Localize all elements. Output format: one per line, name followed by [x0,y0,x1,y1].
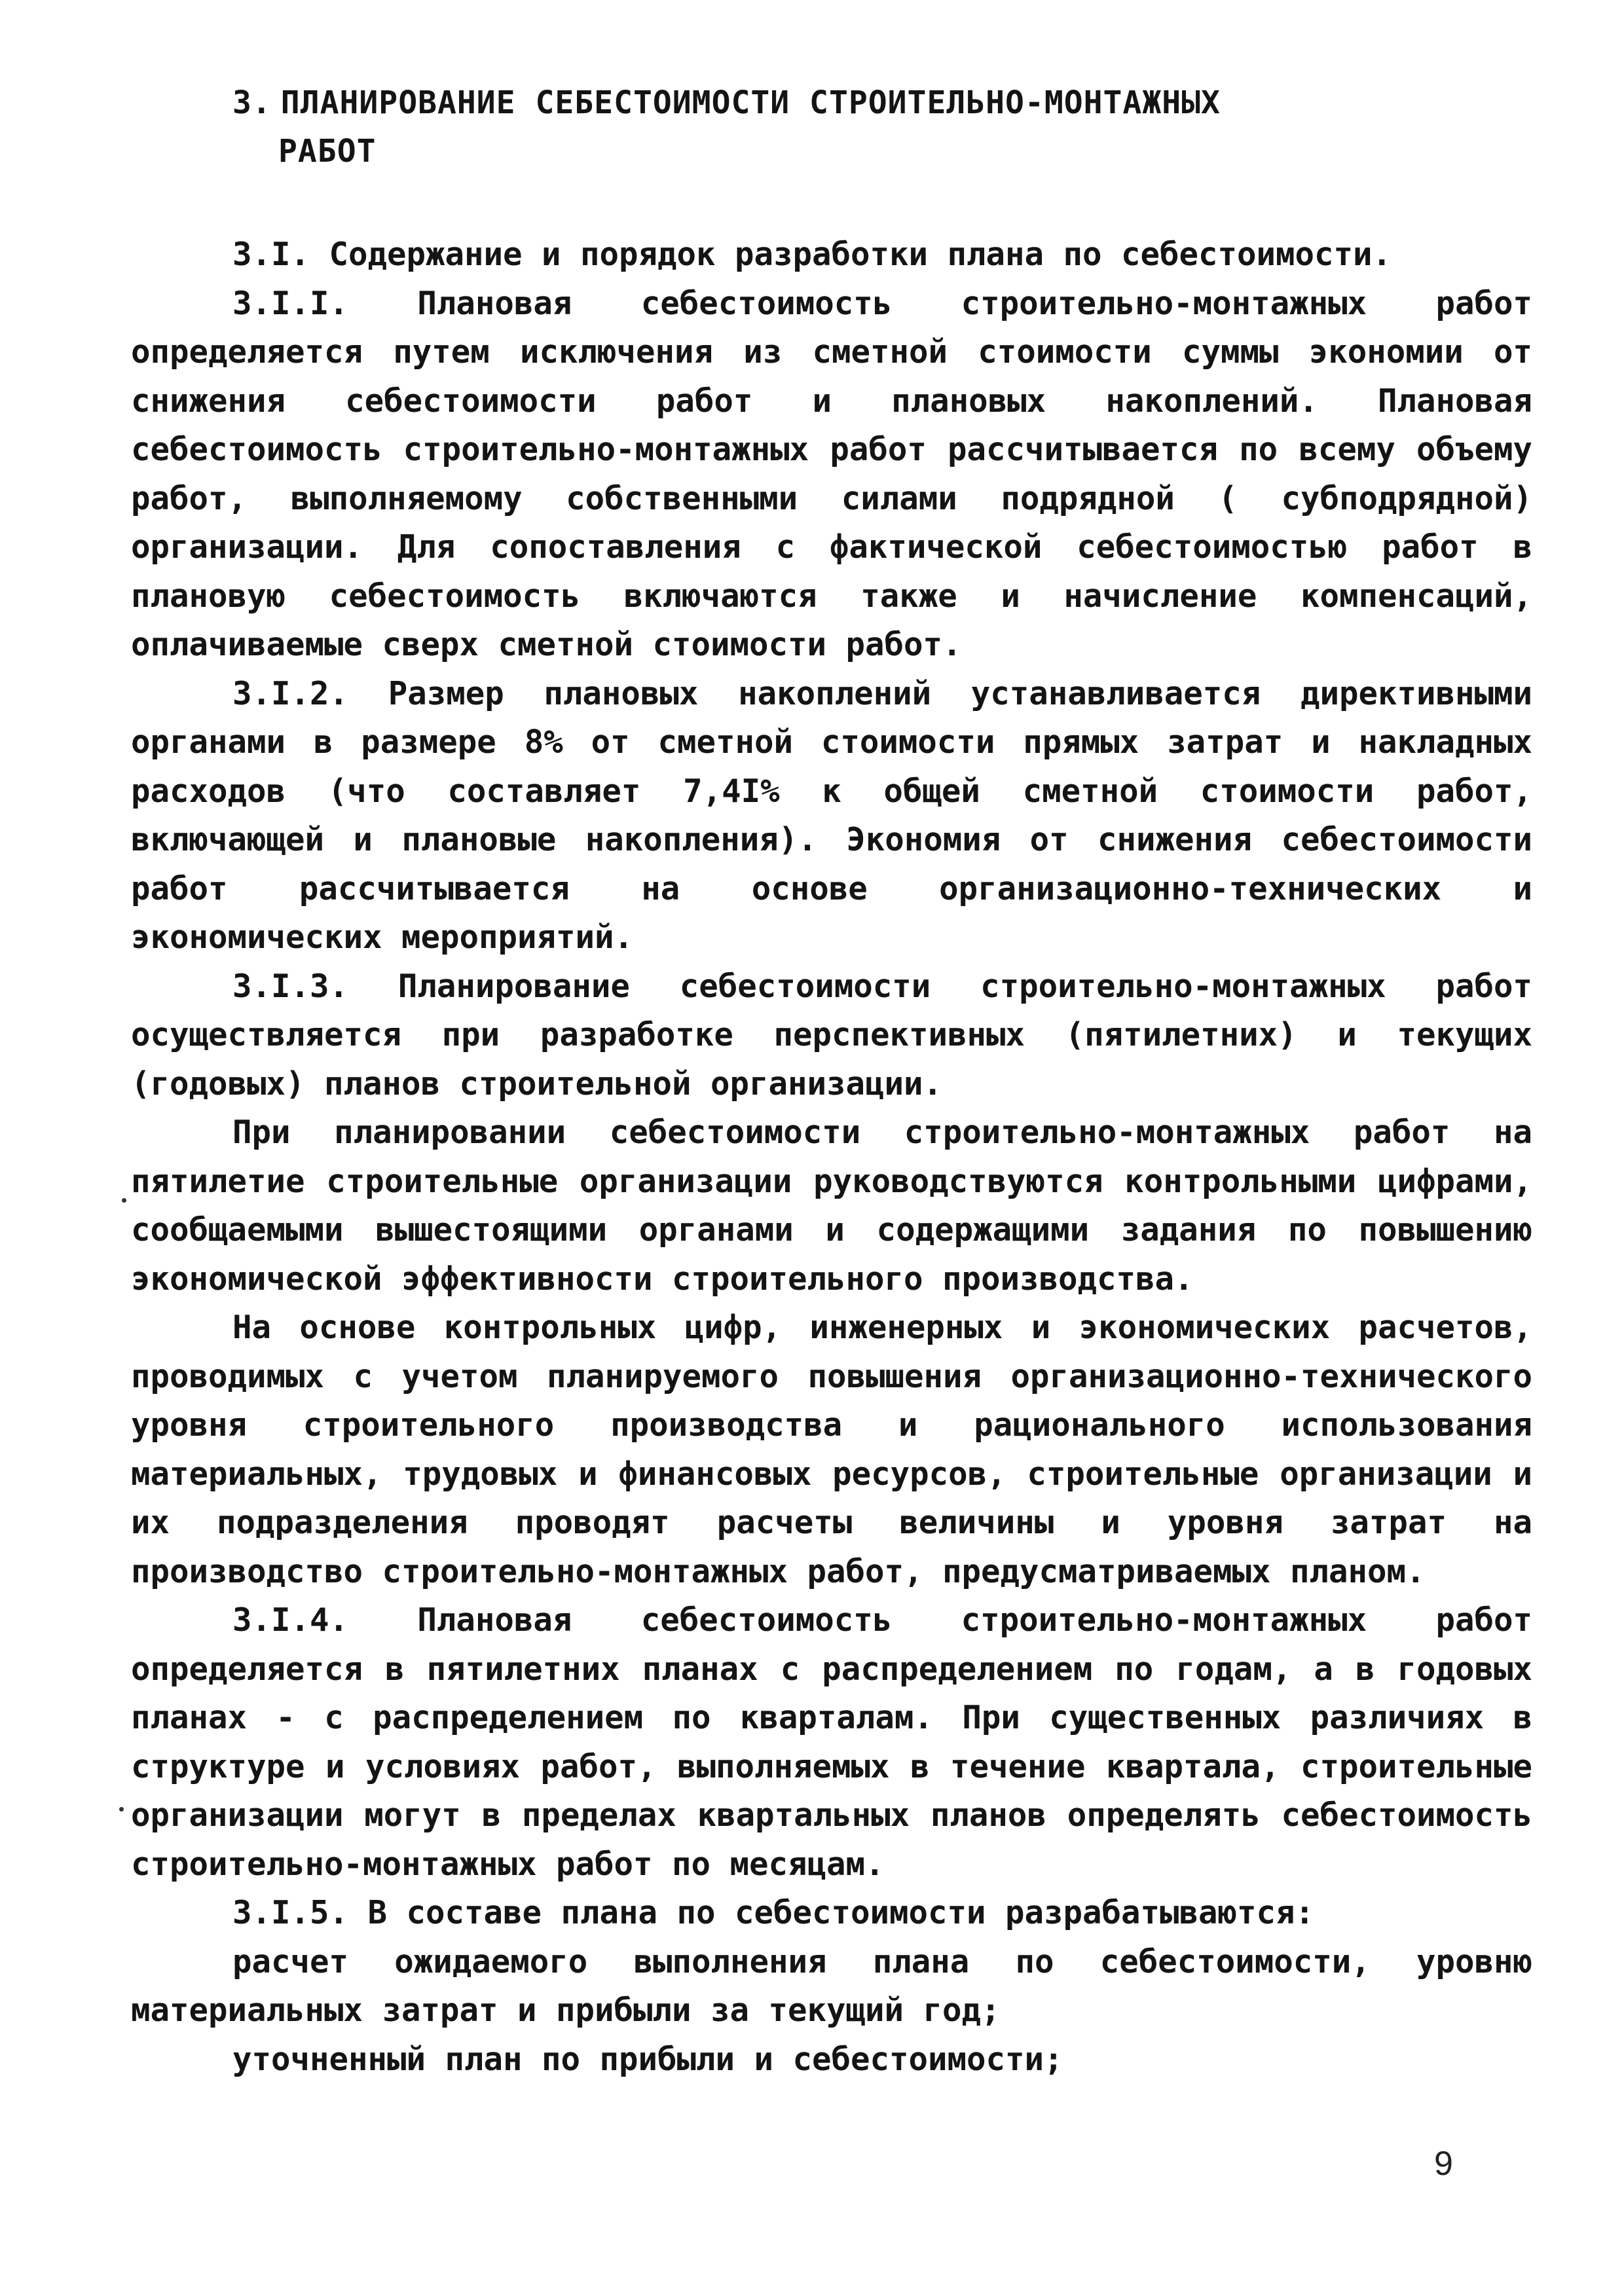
paragraph-five-year-planning: При планировании себестоимости строительно-монтажных работ на пятилетие строительные организации руководствуются контрольными цифрами, сообщаемыми вышестоящими органами и содержащими задания по повышению экономической эффективности строительного производства. [131,1114,1532,1298]
chapter-title-line-1: ПЛАНИРОВАНИЕ СЕБЕСТОИМОСТИ СТРОИТЕЛЬНО-МОНТАЖНЫХ [280,84,1221,121]
paragraph-3-1-5: 3.I.5. В составе плана по себестоимости разрабатываются: [232,1894,1315,1931]
paragraph-3-1-3: 3.I.3. Планирование себестоимости строительно-монтажных работ осуществляется при разработке перспективных (пятилетних) и текущих (годовых) планов строительной организации. [131,967,1532,1102]
list-item: расчет ожидаемого выполнения плана по себестоимости, уровню материальных затрат и прибыли за текущий год; [131,1942,1532,2029]
list-item: уточненный план по прибыли и себестоимости; [232,2040,1063,2078]
margin-mark [119,1807,124,1812]
section-title: 3.I. Содержание и порядок разработки плана по себестоимости. [232,236,1392,273]
paragraph-3-1-4: 3.I.4. Плановая себестоимость строительно-монтажных работ определяется в пятилетних планах с распределением по годам, а в годовых планах - с распределением по кварталам. При существенных различиях в структуре и условиях работ, выполняемых в течение квартала, строительные организации могут в пределах квартальных планов определять себестоимость строительно-монтажных работ по месяцам. [131,1601,1532,1883]
chapter-title-line-2: РАБОТ [278,133,377,170]
paragraph-3-1-1: 3.I.I. Плановая себестоимость строительно-монтажных работ определяется путем исключения из сметной стоимости суммы экономии от снижения себестоимости работ и плановых накоплений. Плановая себестоимость строительно-монтажных работ рассчитывается по всему объему работ, выполняемому собственными силами подрядной ( субподрядной) организации. Для сопоставления с фактической себестоимостью работ в плановую себестоимость включаются также и начисление компенсаций, оплачиваемые сверх сметной стоимости работ. [131,284,1532,663]
paragraph-3-1-2: 3.I.2. Размер плановых накоплений устанавливается директивными органами в размере 8% от сметной стоимости прямых затрат и накладных расходов (что составляет 7,4I% к общей сметной стоимости работ, включающей и плановые накопления). Экономия от снижения себестоимости работ рассчитывается на основе организационно-технических и экономических мероприятий. [131,674,1532,956]
paragraph-control-figures: На основе контрольных цифр, инженерных и экономических расчетов, проводимых с учетом планируемого повышения организационно-технического уровня строительного производства и рационального использования материальных, трудовых и финансовых ресурсов, строительные организации и их подразделения проводят расчеты величины и уровня затрат на производство строительно-монтажных работ, предусматриваемых планом. [131,1309,1532,1590]
page-number: 9 [1434,2145,1453,2183]
margin-mark [122,1198,126,1203]
document-body [131,230,1532,2084]
chapter-heading [232,79,1477,175]
chapter-number: 3. [232,84,272,121]
